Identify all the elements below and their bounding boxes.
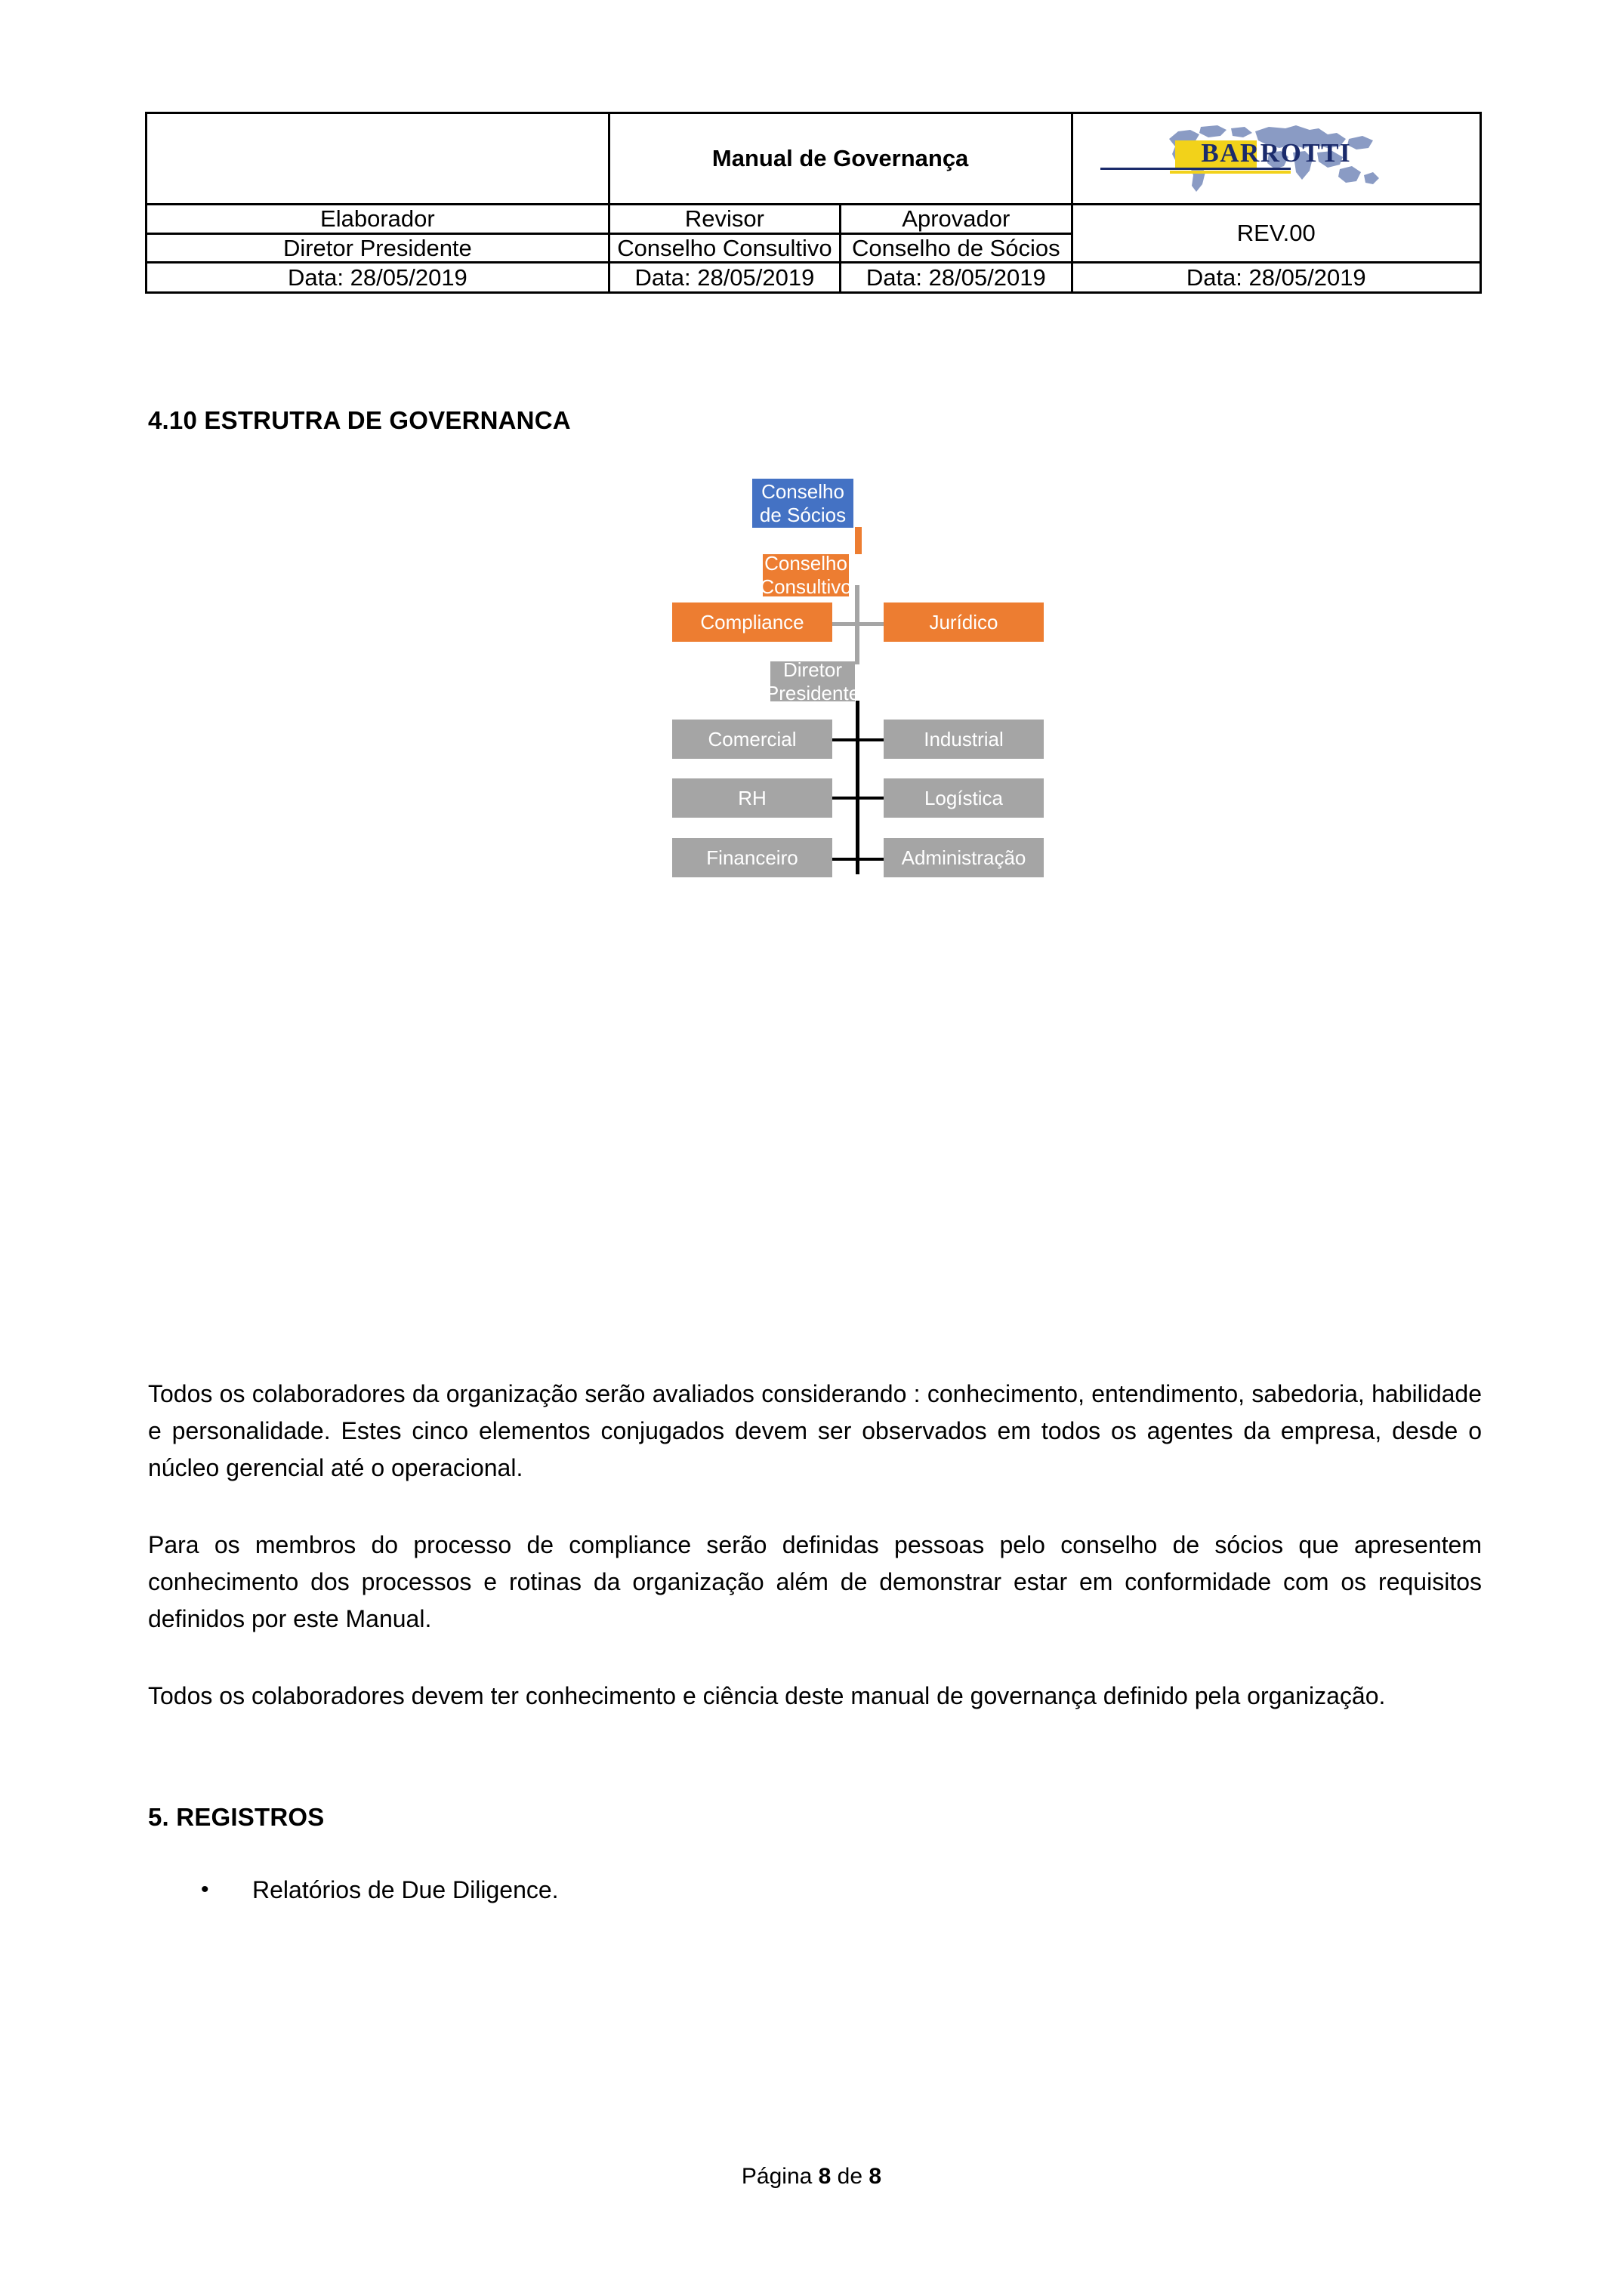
connector-financeiro-administracao (831, 858, 885, 861)
org-node-conselho-socios[interactable] (752, 479, 853, 528)
footer-prefix: Página (741, 2164, 819, 2189)
org-node-logistica[interactable] (884, 778, 1044, 818)
page-footer (0, 2164, 1623, 2190)
header-title-row (147, 113, 1481, 205)
org-node-industrial[interactable] (884, 720, 1044, 759)
org-node-label: Logística (924, 786, 1004, 809)
role-label-aprovador: Aprovador (841, 205, 1072, 234)
revision-number: REV.00 (1072, 205, 1481, 263)
connector-compliance-juridico-horizontal (831, 622, 885, 626)
org-node-label: Diretor Presidente (765, 658, 860, 704)
date-aprovador: Data: 28/05/2019 (841, 263, 1072, 293)
logo-wordmark: BARROTTI (1201, 138, 1352, 168)
org-node-rh[interactable] (672, 778, 832, 818)
section-heading-governance: 4.10 ESTRUTRA DE GOVERNANCA (148, 406, 571, 434)
connector-socios-to-consultivo (855, 527, 862, 554)
logo-underline-navy (1100, 168, 1291, 170)
org-node-conselho-consultivo[interactable] (760, 552, 852, 598)
logo-underline-yellow (1170, 171, 1291, 174)
connector-rh-logistica (831, 797, 885, 800)
bullet-marker-icon: • (201, 1877, 209, 1902)
org-node-label: Comercial (708, 727, 797, 750)
org-node-label: Industrial (924, 727, 1004, 750)
paragraph-membros-compliance: Para os membros do processo de compliance serão definidas pessoas pelo conselho de sócios que apresentem conhecimento dos processos e rotinas da organização além de demonstrar estar em conformidade com os requisitos definidos por este Manual. (148, 1531, 1482, 1632)
date-elaborador: Data: 28/05/2019 (147, 263, 609, 293)
paragraph-avaliacao-colaboradores: Todos os colaboradores da organização serão avaliados considerando : conhecimento, entendimento, sabedoria, habilidade e personalidade. Estes cinco elementos conjugados devem ser observados em todos os agentes da empresa, desde o núcleo gerencial até o operacional. (148, 1380, 1482, 1481)
document-header-table (145, 112, 1482, 294)
org-node-juridico[interactable] (884, 603, 1044, 642)
org-node-comercial[interactable] (672, 720, 832, 759)
org-node-diretor-presidente[interactable] (765, 658, 860, 704)
org-node-label: Administração (901, 846, 1026, 869)
org-node-label: Conselho Consultivo (760, 552, 852, 598)
org-node-label: Financeiro (706, 846, 798, 869)
role-label-elaborador: Elaborador (147, 205, 609, 234)
org-node-compliance[interactable] (672, 603, 832, 642)
document-title: Manual de Governança (609, 113, 1072, 205)
header-date-row (147, 263, 1481, 293)
org-node-administracao[interactable] (884, 838, 1044, 877)
org-node-label: Compliance (700, 610, 804, 633)
footer-current-page: 8 (818, 2164, 832, 2189)
paragraph-ciencia-manual: Todos os colaboradores devem ter conhecimento e ciência deste manual de governança definido pela organização. (148, 1682, 1386, 1709)
section-heading-registros: 5. REGISTROS (148, 1803, 325, 1831)
header-empty-cell (147, 113, 609, 205)
date-revision: Data: 28/05/2019 (1072, 263, 1481, 293)
connector-presidente-vertical (856, 701, 859, 874)
header-role-label-row (147, 205, 1481, 234)
org-node-label: Conselho de Sócios (759, 479, 847, 526)
date-revisor: Data: 28/05/2019 (609, 263, 840, 293)
role-value-elaborador: Diretor Presidente (147, 233, 609, 263)
role-value-aprovador: Conselho de Sócios (841, 233, 1072, 263)
role-value-revisor: Conselho Consultivo (609, 233, 840, 263)
footer-total-pages: 8 (869, 2164, 882, 2189)
org-node-label: Jurídico (929, 610, 998, 633)
company-logo-cell (1072, 113, 1481, 205)
connector-comercial-industrial (831, 738, 885, 741)
footer-middle: de (831, 2164, 869, 2189)
role-label-revisor: Revisor (609, 205, 840, 234)
governance-org-chart (650, 468, 1057, 1306)
list-item-label: Relatórios de Due Diligence. (252, 1876, 559, 1903)
barrotti-logo (1073, 118, 1480, 199)
org-node-financeiro[interactable] (672, 838, 832, 877)
org-node-label: RH (738, 786, 767, 809)
